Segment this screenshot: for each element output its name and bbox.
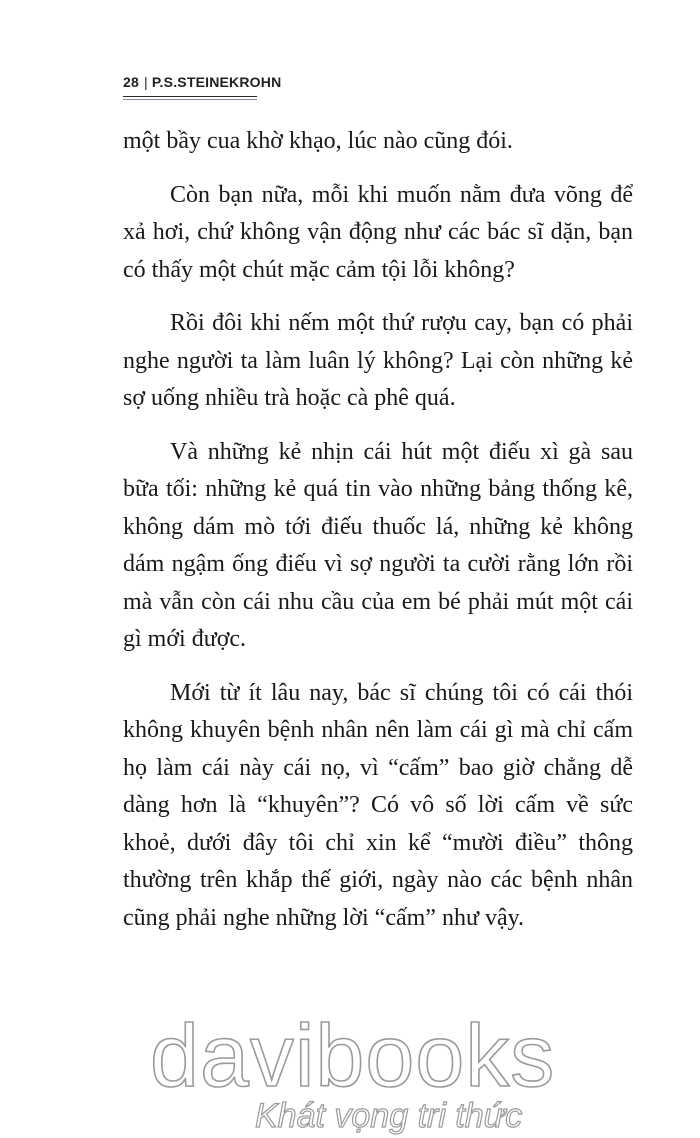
running-header	[123, 74, 281, 90]
author-name: P.S.STEINEKROHN	[151, 74, 282, 90]
body-text	[123, 123, 633, 953]
paragraph: Và những kẻ nhịn cái hút một điếu xì gà sau bữa tối: những kẻ quá tin vào những bảng thống kê, không dám mò tới điếu thuốc lá, những kẻ không dám ngậm ống điếu vì sợ người ta cười rằng lớn rồi mà vẫn còn cái nhu cầu của em bé phải mút một cái gì mới được.	[123, 438, 633, 652]
header-rule-secondary	[123, 99, 257, 100]
watermark-brand: davibooks	[150, 1006, 556, 1105]
header-separator: |	[143, 74, 148, 90]
page-number: 28	[123, 74, 139, 90]
paragraph: Rồi đôi khi nếm một thứ rượu cay, bạn có phải nghe người ta làm luân lý không? Lại còn những kẻ sợ uống nhiều trà hoặc cà phê quá.	[123, 310, 633, 411]
header-rule	[123, 96, 257, 97]
watermark-tagline: Khát vọng tri thức	[255, 1097, 523, 1135]
paragraph: Mới từ ít lâu nay, bác sĩ chúng tôi có cái thói không khuyên bệnh nhân nên làm cái gì mà chỉ cấm họ làm cái này cái nọ, vì “cấm” bao giờ chẳng dễ dàng hơn là “khuyên”? Có vô số lời cấm về sức khoẻ, dưới đây tôi chỉ xin kể “mười điều” thông thường trên khắp thế giới, ngày nào các bệnh nhân cũng phải nghe những lời “cấm” như vậy.	[123, 679, 633, 931]
paragraph: Còn bạn nữa, mỗi khi muốn nằm đưa võng để xả hơi, chứ không vận động như các bác sĩ dặn, bạn có thấy một chút mặc cảm tội lỗi không?	[123, 181, 633, 283]
paragraph-continued: một bầy cua khờ khạo, lúc nào cũng đói.	[123, 128, 513, 154]
